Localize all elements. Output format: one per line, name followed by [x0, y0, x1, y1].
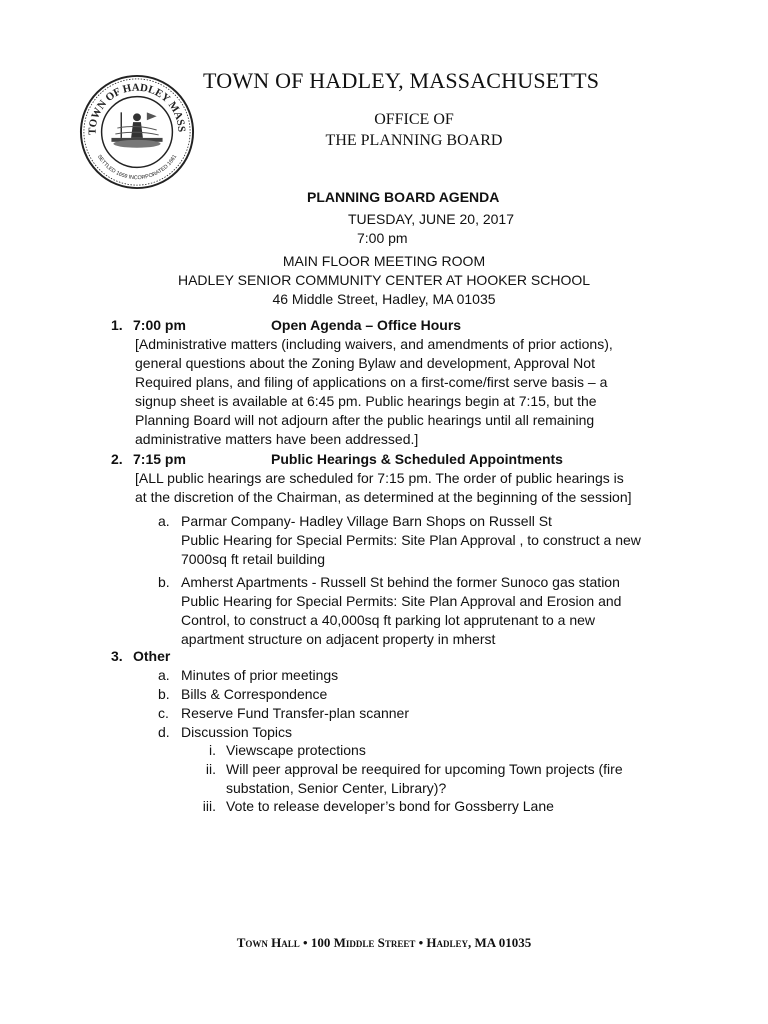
item-2b-letter: b. — [158, 574, 170, 590]
item-3-title: Other — [133, 648, 171, 664]
item-2a-line: Parmar Company- Hadley Village Barn Shops on Russell St — [181, 513, 552, 529]
item-1-line: signup sheet is available at 6:45 pm. Public hearings begin at 7:15, but the — [135, 393, 597, 409]
discussion-i-numeral: i. — [209, 742, 216, 758]
item-2-title: Public Hearings & Scheduled Appointments — [271, 451, 563, 467]
meeting-venue: HADLEY SENIOR COMMUNITY CENTER AT HOOKER SCHOOL — [177, 272, 591, 288]
item-2a-line: 7000sq ft retail building — [181, 551, 325, 567]
item-2-time: 7:15 pm — [133, 451, 186, 467]
footer-address: Town Hall • 100 Middle Street • Hadley, MA 01035 — [236, 935, 532, 950]
office-line-2: THE PLANNING BOARD — [325, 132, 503, 149]
item-3d-text: Discussion Topics — [181, 724, 293, 740]
meeting-room: MAIN FLOOR MEETING ROOM — [282, 253, 486, 269]
agenda-title: PLANNING BOARD AGENDA — [307, 189, 500, 205]
svg-text:SETTLED 1659 INCORPORATED 1661: SETTLED 1659 INCORPORATED 1661 — [95, 153, 179, 182]
item-2a-line: Public Hearing for Special Permits: Site Plan Approval , to construct a new — [181, 532, 641, 548]
discussion-iii-text — [226, 797, 554, 816]
item-2b-line: Amherst Apartments - Russell St behind the former Sunoco gas station — [181, 574, 620, 590]
item-1-line: Required plans, and filing of applications on a first-come/first serve basis – a — [135, 374, 608, 390]
item-3b-letter: b. — [158, 686, 170, 702]
discussion-ii-text — [226, 760, 623, 798]
discussion-ii-line: substation, Senior Center, Library)? — [226, 780, 447, 796]
item-1-line: Planning Board will not adjourn after the public hearings until all remaining — [135, 412, 595, 428]
discussion-i-line: Viewscape protections — [226, 742, 366, 758]
meeting-address: 46 Middle Street, Hadley, MA 01035 — [272, 291, 496, 307]
discussion-iii-numeral: iii. — [202, 798, 216, 814]
item-1-number: 1. — [111, 317, 123, 333]
item-2b-text — [181, 573, 621, 649]
discussion-i-text — [226, 741, 366, 760]
item-3d-letter: d. — [158, 724, 170, 740]
item-2-description — [135, 469, 695, 507]
item-3c-letter: c. — [158, 705, 169, 721]
item-2b-line: Public Hearing for Special Permits: Site Plan Approval and Erosion and — [181, 593, 622, 609]
discussion-ii-line: Will peer approval be reequired for upcoming Town projects (fire — [226, 761, 623, 777]
town-seal-logo — [78, 73, 196, 191]
item-3a-letter: a. — [158, 667, 170, 683]
meeting-time: 7:00 pm — [357, 230, 408, 246]
meeting-date: TUESDAY, JUNE 20, 2017 — [348, 211, 515, 227]
town-title: TOWN OF HADLEY, MASSACHUSETTS — [203, 68, 600, 93]
item-2-number: 2. — [111, 451, 123, 467]
item-1-line: general questions about the Zoning Bylaw and development, Approval Not — [135, 355, 595, 371]
item-2-line: at the discretion of the Chairman, as determined at the beginning of the session] — [135, 489, 632, 505]
item-1-line: [Administrative matters (including waivers, and amendments of prior actions), — [135, 336, 613, 352]
item-3-number: 3. — [111, 648, 123, 664]
item-1-description — [135, 335, 695, 449]
item-2-line: [ALL public hearings are scheduled for 7:15 pm. The order of public hearings is — [135, 470, 624, 486]
discussion-ii-numeral: ii. — [205, 761, 216, 777]
item-3c-text: Reserve Fund Transfer-plan scanner — [181, 705, 409, 721]
item-2b-line: Control, to construct a 40,000sq ft parking lot apprutenant to a new — [181, 612, 596, 628]
office-line-1: OFFICE OF — [374, 111, 454, 128]
item-2a-text — [181, 512, 641, 569]
item-2a-letter: a. — [158, 513, 170, 529]
item-1-line: administrative matters have been addressed.] — [135, 431, 419, 447]
discussion-iii-line: Vote to release developer’s bond for Gossberry Lane — [226, 798, 554, 814]
item-3b-text: Bills & Correspondence — [181, 686, 328, 702]
item-3a-text: Minutes of prior meetings — [181, 667, 339, 683]
svg-text:TOWN OF HADLEY MASS.: TOWN OF HADLEY MASS — [86, 81, 188, 135]
item-1-time: 7:00 pm — [133, 317, 186, 333]
item-2b-line: apartment structure on adjacent property in mherst — [181, 631, 496, 647]
item-1-title: Open Agenda – Office Hours — [271, 317, 462, 333]
